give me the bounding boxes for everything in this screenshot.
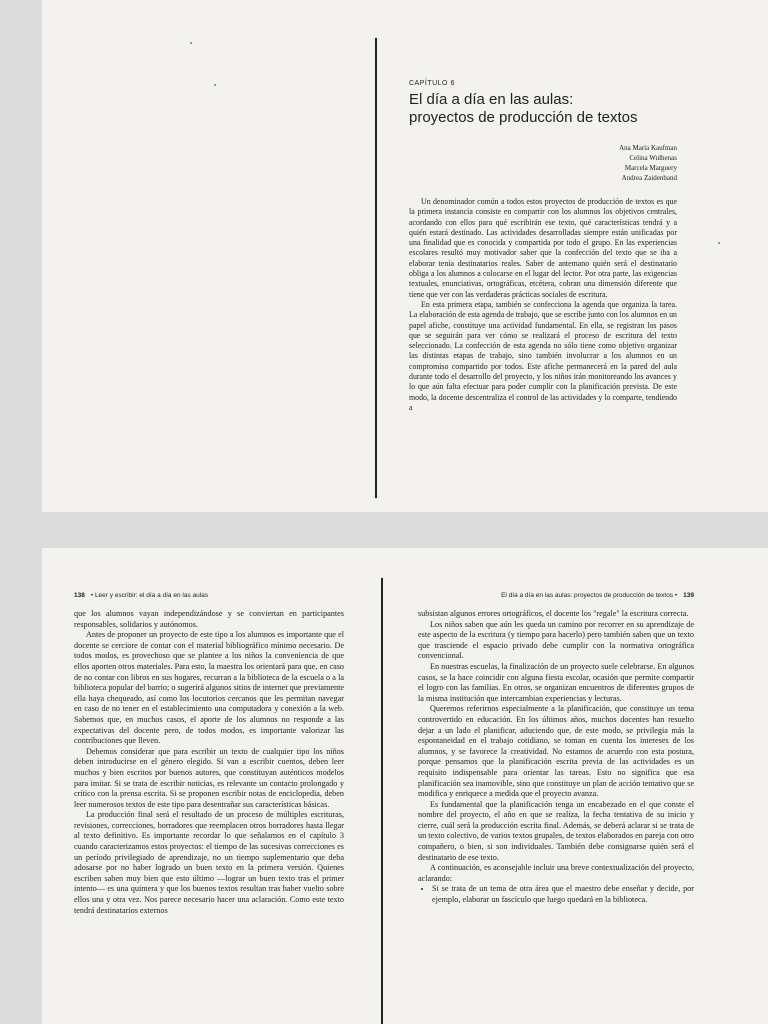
paragraph: subsistan algunos errores ortográficos, el docente los "regale" la escritura correcta.: [418, 609, 689, 618]
scan-speck: [718, 242, 720, 244]
running-title: • Leer y escribir: el día a día en las aulas: [90, 592, 209, 599]
paragraph: Queremos referirnos especialmente a la planificación, que constituye un tema controvertido en educación. En los últimos años, muchos docentes han resuelto dejar a un lado el planificar, aduciendo que, de este modo, se privilegia más la espontaneidad en el trabajo cotidiano, se toman en cuenta los intereses de los alumnos, y se favorece la creatividad. No estamos de acuerdo con esta postura, porque pensamos que la planificación escrita previa de las actividades es un requisito indispensable para orientar las tareas. Esto no significa que esa planificación sea inamovible, sino que constituye un plan de acción tentativo que se modifica y enriquece a medida que el proyecto avanza.: [418, 704, 694, 799]
page-number: 139: [683, 592, 694, 599]
book-gutter: [375, 38, 377, 498]
body-text: [74, 609, 344, 916]
bullet-list: [418, 884, 694, 905]
right-page-top: [409, 80, 677, 413]
paragraph: En esta primera etapa, también se confecciona la agenda que organiza la tarea. La elaboración de esta agenda de trabajo, que se escribe junto con los alumnos en un papel afiche, constituye una actividad fundamental. En ella, se registran los pasos que se seguirán para ver cómo se realizará el proceso de escritura del texto seleccionado. La confección de esta agenda no sólo tiene como objetivo organizar las distintas etapas de trabajo, sino también involucrar a los alumnos en un compromiso compartido por todos. Este afiche permanecerá en la pared del aula durante todo el desarrollo del proyecto, y los niños irán monitoreando los avances y lo que aún falta efectuar para poder cumplir con la planificación prevista. De este modo, la docente descentraliza el control de las actividades y lo comparte, tendiendo a: [409, 299, 677, 412]
paragraph: Debemos considerar que para escribir un texto de cualquier tipo los niños deben introducirse en el género elegido. Si van a escribir cuentos, deben leer muchos y bien escritos por buenos autores, que constituyan auténticos modelos para imitar. Si se trata de escribir noticias, es relevante un contacto prolongado y crítico con la prensa escrita. Si se proponen escribir notas de enciclopedia, deben leer numerosos textos de este tipo para desentrañar sus características básicas.: [74, 746, 344, 809]
author-list: [409, 143, 677, 183]
body-text: [409, 197, 677, 413]
running-header: [74, 592, 344, 599]
author: Andrea Zaidenband: [621, 174, 677, 182]
chapter-title-line2: proyectos de producción de textos: [409, 109, 638, 126]
paragraph: Antes de proponer un proyecto de este tipo a los alumnos es importante que el docente se cerciore de contar con el material bibliográfico mínimo necesario. De todos modos, es provechoso que se plantee a los niños la conveniencia de que ellos aporten otros materiales. Para esto, la maestra los orientará para que, en caso de no contar con libros en sus hogares, recurran a la biblioteca de la escuela o a la biblioteca popular del barrio; o sugerirá algunos sitios de internet que previamente ella haya chequeado, así como los locutorios cercanos que les permitan navegar en caso de no tener en el establecimiento una computadora y conexión a la web. Sabemos que, en muchos casos, el aporte de los alumnos no responde a las expectativas del docente pero, de todos modos, es importante valorizar las contribuciones que lleven.: [74, 630, 344, 746]
scan-speck: [190, 42, 192, 44]
running-title: El día a día en las aulas: proyectos de producción de textos •: [501, 592, 678, 599]
left-page-bottom: [74, 592, 344, 916]
page-number: 138: [74, 592, 85, 599]
paragraph: Los niños saben que aún les queda un camino por recorrer en su aprendizaje de este aspecto de la escritura (y tiempo para hacerlo) pero también saben que un texto que trasciende el espacio privado debe cumplir con la normativa ortográfica convencional.: [418, 619, 694, 661]
right-page-bottom: [418, 592, 694, 906]
paragraph: En nuestras escuelas, la finalización de un proyecto suele celebrarse. En algunos casos, se la hace coincidir con alguna fiesta escolar, ocasión que permite compartir el logro con las familias. En otros, se organizan encuentros de diferentes grupos de la misma institución que intercambian experiencias y lecturas.: [418, 661, 694, 703]
paragraph: La producción final será el resultado de un proceso de múltiples escrituras, revisiones, correcciones, borradores que reemplacen otros borradores hasta llegar al texto definitivo. Es importante recordar lo que señalamos en el capítulo 3 cuando caracterizamos estos proyectos: el tiempo de las sucesivas correcciones es un período privilegiado de aprendizaje, no un tiempo suplementario que deba adosarse por no haber logrado un buen texto en la primera versión. Quienes escriben saben muy bien que esto último —lograr un buen texto tras el primer intento— es una quimera y que los buenos textos resultan tras haber vuelto sobre ellos una y otra vez. Nos parece necesario hacer una aclaración. Como este texto tendrá destinatarios externos: [74, 810, 344, 915]
scan-speck: [214, 84, 216, 86]
paragraph: Un denominador común a todos estos proyectos de producción de textos es que la primera instancia consiste en compartir con los alumnos los objetivos centrales, acordando con ellos para qué escribirán ese texto, qué características tendrá y a quién estará destinado. Las actividades desarrolladas siempre están unificadas por una finalidad que es conocida y compartida por todo el grupo. En las experiencias escolares resultó muy motivador saber que la confección del texto que se iba a elaborar tenía destinatarios reales. Saber de antemano quién será el destinatario obliga a los alumnos a colocarse en el lugar del lector. Por otra parte, las exigencias textuales, enunciativas, ortográficas, etcétera, cobran una dimensión diferente que tiene que ver con las verdaderas prácticas sociales de escritura.: [409, 197, 677, 299]
paragraph: que los alumnos vayan independizándose y se conviertan en participantes responsables, solidarios y autónomos.: [74, 609, 344, 629]
author: Celina Wulhenas: [629, 154, 677, 162]
paragraph: Es fundamental que la planificación tenga un encabezado en el que conste el nombre del proyecto, el año en que se realiza, la fecha tentativa de su inicio y cierre, cuál será la producción escrita final. Además, se deberá aclarar si se trata de un texto colectivo, de varios textos grupales, de textos elaborados en pareja con otro compañero, o bien, si son individuales. También debe consignarse quién será el destinatario de ese texto.: [418, 799, 694, 862]
chapter-title-line1: El día a día en las aulas:: [409, 91, 574, 108]
author: Marcela Marguery: [624, 164, 677, 172]
running-header: [418, 592, 694, 599]
author: Ana María Kaufman: [619, 144, 677, 152]
scanned-spread-bottom: [42, 548, 768, 1024]
bullet-item: • Si se trata de un tema de otra área que el maestro debe enseñar y decide, por ejemplo, elaborar un fascículo que luego quedará en la biblioteca.: [432, 884, 694, 905]
chapter-label: CAPÍTULO 6: [409, 80, 455, 87]
paragraph: A continuación, es aconsejable incluir una breve contextualización del proyecto, aclarando:: [418, 863, 694, 883]
book-gutter: [381, 578, 383, 1024]
body-text: [418, 609, 694, 906]
chapter-title: [409, 91, 677, 127]
scanned-spread-top: [42, 0, 768, 512]
